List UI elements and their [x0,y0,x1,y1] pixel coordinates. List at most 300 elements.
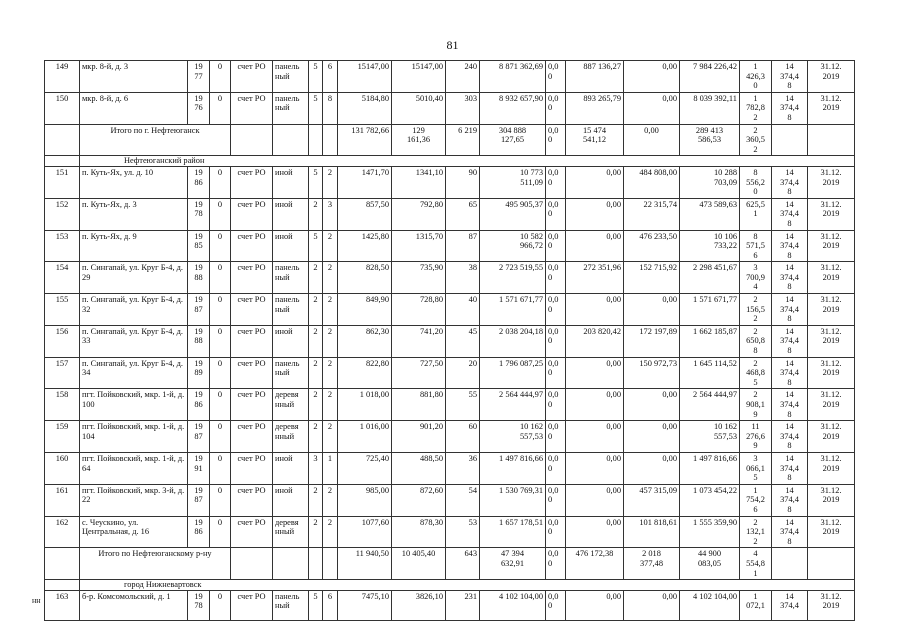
capital-repair-cell: 0 [210,590,231,621]
max-unit-cost-cell: 14 374,4 8 [772,516,808,548]
floors-cell: 3 [309,452,323,484]
living-area-cell: 5010,40 [392,92,446,124]
unit-cost-cell: 2 156,5 2 [740,294,772,326]
table-row [45,230,855,262]
address-cell: п. Сингапай, ул. Круг Б-4, д. 29 [80,262,188,294]
max-unit-cost-cell: 14 374,4 8 [772,166,808,198]
fund-share-2-cell: 0,00 [566,294,624,326]
wall-material-cell: иной [273,452,309,484]
fund-method-cell: счет РО [231,230,273,262]
total-cost-cell: 495 905,37 [480,198,546,230]
address-cell: б-р. Комсомольский, д. 1 [80,590,188,621]
total-cost-cell: 304 888 127,65 [480,124,546,156]
year-cell: 19 76 [188,92,210,124]
max-unit-cost-cell: 14 374,4 8 [772,421,808,453]
entrances-cell: 2 [323,357,338,389]
fund-share-3-cell: 457 315,09 [624,484,680,516]
fund-share-1-cell: 0,0 0 [546,262,566,294]
unit-cost-cell: 2 908,1 9 [740,389,772,421]
total-area-cell: 15147,00 [338,61,392,93]
table-row [45,262,855,294]
max-unit-cost-cell: 14 374,4 8 [772,61,808,93]
year-cell: 19 87 [188,484,210,516]
fund-method-cell: счет РО [231,262,273,294]
wall-material-cell: иной [273,325,309,357]
section-header-row [45,580,855,591]
capital-repair-cell: 0 [210,230,231,262]
row-number: 159 [45,421,80,453]
address-cell: п. Сингапай, ул. Круг Б-4, д. 34 [80,357,188,389]
capital-repair-cell: 0 [210,325,231,357]
deadline-cell: 31.12. 2019 [808,421,855,453]
capital-repair-cell: 0 [210,484,231,516]
address-cell: пгт. Пойковский, мкр. 1-й, д. 64 [80,452,188,484]
fund-share-3-cell: 0,00 [624,389,680,421]
fund-share-4-cell: 1 645 114,52 [680,357,740,389]
fund-share-1-cell: 0,0 0 [546,548,566,580]
fund-method-cell: счет РО [231,92,273,124]
total-cost-cell: 1 530 769,31 [480,484,546,516]
row-number: 149 [45,61,80,93]
year-cell: 19 78 [188,590,210,621]
fund-share-4-cell: 1 555 359,90 [680,516,740,548]
fund-share-4-cell: 44 900 083,05 [680,548,740,580]
total-cost-cell: 4 102 104,00 [480,590,546,621]
fund-share-1-cell: 0,0 0 [546,124,566,156]
fund-share-3-cell: 172 197,89 [624,325,680,357]
fund-share-1-cell: 0,0 0 [546,389,566,421]
wall-material-cell: панель ный [273,294,309,326]
table-row [45,357,855,389]
max-unit-cost-cell: 14 374,4 8 [772,357,808,389]
fund-share-3-cell: 0,00 [624,294,680,326]
capital-repair-cell: 0 [210,516,231,548]
floors-cell: 2 [309,516,323,548]
row-number: 158 [45,389,80,421]
row-number: 161 [45,484,80,516]
capital-repair-cell: 0 [210,92,231,124]
section-header-row [45,156,855,167]
fund-method-cell: счет РО [231,389,273,421]
floors-cell: 2 [309,421,323,453]
year-cell: 19 78 [188,198,210,230]
wall-material-cell: иной [273,166,309,198]
living-area-cell: 1341,10 [392,166,446,198]
fund-method-cell: счет РО [231,61,273,93]
fund-share-4-cell: 289 413 586,53 [680,124,740,156]
fund-share-4-cell: 10 288 703,09 [680,166,740,198]
total-area-cell: 862,30 [338,325,392,357]
table-row [45,389,855,421]
entrances-cell: 2 [323,166,338,198]
total-cost-cell: 1 657 178,51 [480,516,546,548]
fund-share-1-cell: 0,0 0 [546,294,566,326]
fund-share-4-cell: 1 073 454,22 [680,484,740,516]
table-row [45,198,855,230]
total-cost-cell: 2 564 444,97 [480,389,546,421]
unit-cost-cell: 3 066,1 5 [740,452,772,484]
fund-method-cell: счет РО [231,198,273,230]
total-area-cell: 828,50 [338,262,392,294]
total-cost-cell: 1 571 671,77 [480,294,546,326]
fund-share-3-cell: 0,00 [624,61,680,93]
floors-cell: 5 [309,590,323,621]
subtotal-blank-cell [45,124,80,156]
subtotal-row [45,548,855,580]
total-area-cell: 131 782,66 [338,124,392,156]
fund-share-1-cell: 0,0 0 [546,166,566,198]
unit-cost-cell: 2 360,5 2 [740,124,772,156]
capital-repair-cell: 0 [210,294,231,326]
residents-cell: 38 [446,262,480,294]
capital-repair-cell: 0 [210,357,231,389]
row-number: 153 [45,230,80,262]
total-area-cell: 1471,70 [338,166,392,198]
year-cell: 19 86 [188,516,210,548]
residents-cell: 303 [446,92,480,124]
capital-repair-cell: 0 [210,262,231,294]
table-row [45,92,855,124]
section-blank-cell [45,156,80,167]
fund-share-1-cell: 0,0 0 [546,357,566,389]
max-unit-cost-cell: 14 374,4 8 [772,325,808,357]
fund-method-cell: счет РО [231,325,273,357]
living-area-cell: 735,90 [392,262,446,294]
residents-cell: 53 [446,516,480,548]
residents-cell: 643 [446,548,480,580]
fund-share-1-cell: 0,0 0 [546,452,566,484]
address-cell: п. Сингапай, ул. Круг Б-4, д. 33 [80,325,188,357]
residents-cell: 40 [446,294,480,326]
entrances-cell: 8 [323,92,338,124]
fund-share-3-cell: 476 233,50 [624,230,680,262]
row-number: 157 [45,357,80,389]
entrances-cell: 1 [323,452,338,484]
capital-repair-cell: 0 [210,61,231,93]
row-number: 151 [45,166,80,198]
floors-cell: 5 [309,61,323,93]
address-cell: п. Куть-Ях, д. 9 [80,230,188,262]
living-area-cell: 741,20 [392,325,446,357]
wall-material-cell [273,124,309,156]
fund-share-4-cell: 7 984 226,42 [680,61,740,93]
unit-cost-cell: 8 556,2 0 [740,166,772,198]
table-row [45,61,855,93]
unit-cost-cell: 1 426,3 0 [740,61,772,93]
fund-share-3-cell: 0,00 [624,421,680,453]
wall-material-cell [273,548,309,580]
unit-cost-cell: 8 571,5 6 [740,230,772,262]
fund-share-2-cell: 893 265,79 [566,92,624,124]
row-number: 156 [45,325,80,357]
floors-cell: 2 [309,484,323,516]
fund-share-2-cell: 272 351,96 [566,262,624,294]
total-cost-cell: 2 038 204,18 [480,325,546,357]
deadline-cell: 31.12. 2019 [808,325,855,357]
total-area-cell: 985,00 [338,484,392,516]
year-cell: 19 87 [188,421,210,453]
fund-share-3-cell: 0,00 [624,452,680,484]
fund-share-3-cell: 152 715,92 [624,262,680,294]
total-cost-cell: 2 723 519,55 [480,262,546,294]
unit-cost-cell: 2 468,8 5 [740,357,772,389]
residents-cell: 240 [446,61,480,93]
capital-repair-cell: 0 [210,421,231,453]
fund-share-2-cell: 0,00 [566,166,624,198]
residents-cell: 87 [446,230,480,262]
fund-share-2-cell: 15 474 541,12 [566,124,624,156]
row-number: 152 [45,198,80,230]
total-area-cell: 5184,80 [338,92,392,124]
living-area-cell: 901,20 [392,421,446,453]
fund-share-1-cell: 0,0 0 [546,325,566,357]
fund-share-4-cell: 10 106 733,22 [680,230,740,262]
wall-material-cell: панель ный [273,61,309,93]
living-area-cell: 872,60 [392,484,446,516]
wall-material-cell: деревя нный [273,421,309,453]
fund-share-1-cell: 0,0 0 [546,484,566,516]
living-area-cell: 129 161,36 [392,124,446,156]
max-unit-cost-cell [772,548,808,580]
unit-cost-cell: 2 650,8 8 [740,325,772,357]
deadline-cell: 31.12. 2019 [808,516,855,548]
subtotal-row [45,124,855,156]
deadline-cell [808,548,855,580]
residents-cell: 90 [446,166,480,198]
fund-share-2-cell: 0,00 [566,198,624,230]
fund-share-2-cell: 0,00 [566,421,624,453]
address-cell: п. Куть-Ях, ул. д. 10 [80,166,188,198]
floors-cell: 2 [309,262,323,294]
table-row [45,516,855,548]
fund-method-cell: счет РО [231,357,273,389]
fund-share-4-cell: 1 497 816,66 [680,452,740,484]
entrances-cell: 3 [323,198,338,230]
fund-share-3-cell: 0,00 [624,590,680,621]
section-title: Нефтеюганский район [80,156,855,167]
residents-cell: 65 [446,198,480,230]
unit-cost-cell: 11 276,6 9 [740,421,772,453]
living-area-cell: 881,80 [392,389,446,421]
fund-share-3-cell: 22 315,74 [624,198,680,230]
residents-cell: 45 [446,325,480,357]
total-area-cell: 725,40 [338,452,392,484]
fund-share-3-cell: 101 818,61 [624,516,680,548]
fund-method-cell: счет РО [231,421,273,453]
address-cell: пгт. Пойковский, мкр. 1-й, д. 100 [80,389,188,421]
wall-material-cell: иной [273,484,309,516]
entrances-cell: 6 [323,61,338,93]
total-cost-cell: 10 773 511,09 [480,166,546,198]
max-unit-cost-cell: 14 374,4 8 [772,230,808,262]
floors-cell: 5 [309,92,323,124]
deadline-cell: 31.12. 2019 [808,357,855,389]
fund-share-1-cell: 0,0 0 [546,590,566,621]
unit-cost-cell: 1 072,1 [740,590,772,621]
deadline-cell: 31.12. 2019 [808,452,855,484]
fund-share-4-cell: 1 662 185,87 [680,325,740,357]
floors-cell [309,548,323,580]
fund-share-2-cell: 476 172,38 [566,548,624,580]
fund-method-cell: счет РО [231,294,273,326]
total-area-cell: 1 016,00 [338,421,392,453]
fund-share-3-cell: 150 972,73 [624,357,680,389]
fund-share-3-cell: 0,00 [624,92,680,124]
row-number: 160 [45,452,80,484]
year-cell: 19 89 [188,357,210,389]
year-cell: 19 88 [188,325,210,357]
fund-method-cell: счет РО [231,516,273,548]
table-row [45,294,855,326]
deadline-cell: 31.12. 2019 [808,389,855,421]
unit-cost-cell: 2 132,1 2 [740,516,772,548]
subtotal-blank-cell [45,548,80,580]
total-area-cell: 1 018,00 [338,389,392,421]
floors-cell: 5 [309,166,323,198]
year-cell: 19 77 [188,61,210,93]
floors-cell: 2 [309,357,323,389]
entrances-cell: 2 [323,294,338,326]
max-unit-cost-cell [772,124,808,156]
row-number: 154 [45,262,80,294]
residents-cell: 231 [446,590,480,621]
residents-cell: 36 [446,452,480,484]
deadline-cell: 31.12. 2019 [808,262,855,294]
entrances-cell: 2 [323,230,338,262]
living-area-cell: 727,50 [392,357,446,389]
fund-share-4-cell: 8 039 392,11 [680,92,740,124]
living-area-cell: 488,50 [392,452,446,484]
deadline-cell: 31.12. 2019 [808,92,855,124]
max-unit-cost-cell: 14 374,4 [772,590,808,621]
fund-share-1-cell: 0,0 0 [546,516,566,548]
fund-share-2-cell: 0,00 [566,590,624,621]
entrances-cell [323,124,338,156]
total-area-cell: 822,80 [338,357,392,389]
fund-share-4-cell: 10 162 557,53 [680,421,740,453]
capital-repair-cell: 0 [210,389,231,421]
total-area-cell: 11 940,50 [338,548,392,580]
address-cell: мкр. 8-й, д. 3 [80,61,188,93]
fund-share-2-cell: 887 136,27 [566,61,624,93]
max-unit-cost-cell: 14 374,4 8 [772,294,808,326]
capital-repair-cell: 0 [210,198,231,230]
total-cost-cell: 8 871 362,69 [480,61,546,93]
max-unit-cost-cell: 14 374,4 8 [772,484,808,516]
deadline-cell [808,124,855,156]
floors-cell: 2 [309,198,323,230]
total-area-cell: 1425,80 [338,230,392,262]
max-unit-cost-cell: 14 374,4 8 [772,452,808,484]
floors-cell: 2 [309,389,323,421]
wall-material-cell: иной [273,230,309,262]
fund-share-1-cell: 0,0 0 [546,421,566,453]
total-area-cell: 7475,10 [338,590,392,621]
table-body [45,61,855,621]
unit-cost-cell: 3 700,9 4 [740,262,772,294]
entrances-cell: 6 [323,590,338,621]
subtotal-label: Итого по Нефтеюганскому р-ну [80,548,231,580]
unit-cost-cell: 625,5 1 [740,198,772,230]
total-cost-cell: 1 796 087,25 [480,357,546,389]
fund-share-4-cell: 2 298 451,67 [680,262,740,294]
fund-share-2-cell: 0,00 [566,357,624,389]
residents-cell: 6 219 [446,124,480,156]
address-cell: пгт. Пойковский, мкр. 1-й, д. 104 [80,421,188,453]
entrances-cell: 2 [323,516,338,548]
fund-share-1-cell: 0,0 0 [546,230,566,262]
max-unit-cost-cell: 14 374,4 8 [772,198,808,230]
total-cost-cell: 8 932 657,90 [480,92,546,124]
residents-cell: 54 [446,484,480,516]
row-number: 162 [45,516,80,548]
page-number: 81 [446,38,459,52]
table-row [45,452,855,484]
address-cell: с. Чеускино, ул. Центральная, д. 16 [80,516,188,548]
fund-share-3-cell: 2 018 377,48 [624,548,680,580]
total-area-cell: 1077,60 [338,516,392,548]
unit-cost-cell: 4 554,8 1 [740,548,772,580]
fund-share-3-cell: 484 808,00 [624,166,680,198]
fund-share-4-cell: 2 564 444,97 [680,389,740,421]
fund-share-2-cell: 0,00 [566,389,624,421]
year-cell: 19 88 [188,262,210,294]
row-number: 163 [45,590,80,621]
entrances-cell: 2 [323,484,338,516]
fund-share-1-cell: 0,0 0 [546,198,566,230]
section-title: город Нижневартовск [80,580,855,591]
entrances-cell: 2 [323,421,338,453]
living-area-cell: 728,80 [392,294,446,326]
floors-cell: 2 [309,294,323,326]
floors-cell [309,124,323,156]
living-area-cell: 15147,00 [392,61,446,93]
total-cost-cell: 10 582 966,72 [480,230,546,262]
table-row [45,590,855,621]
unit-cost-cell: 1 754,2 6 [740,484,772,516]
fund-share-2-cell: 0,00 [566,516,624,548]
year-cell: 19 86 [188,166,210,198]
capital-repair-cell: 0 [210,166,231,198]
register-table [44,60,855,621]
address-cell: п. Куть-Ях, д. 3 [80,198,188,230]
total-area-cell: 857,50 [338,198,392,230]
address-cell: пгт. Пойковский, мкр. 3-й, д. 22 [80,484,188,516]
living-area-cell: 1315,70 [392,230,446,262]
deadline-cell: 31.12. 2019 [808,61,855,93]
wall-material-cell: деревя нный [273,389,309,421]
max-unit-cost-cell: 14 374,4 8 [772,262,808,294]
total-cost-cell: 10 162 557,53 [480,421,546,453]
fund-method-cell [231,548,273,580]
total-cost-cell: 47 394 632,91 [480,548,546,580]
row-number: 150 [45,92,80,124]
fund-share-1-cell: 0,0 0 [546,61,566,93]
entrances-cell: 2 [323,325,338,357]
deadline-cell: 31.12. 2019 [808,484,855,516]
fund-share-2-cell: 0,00 [566,230,624,262]
fund-method-cell [231,124,273,156]
residents-cell: 20 [446,357,480,389]
wall-material-cell: панель ный [273,357,309,389]
floors-cell: 2 [309,325,323,357]
year-cell: 19 85 [188,230,210,262]
year-cell: 19 86 [188,389,210,421]
living-area-cell: 792,80 [392,198,446,230]
fund-share-4-cell: 473 589,63 [680,198,740,230]
deadline-cell: 31.12. 2019 [808,294,855,326]
footer-mark: нн [32,596,41,605]
